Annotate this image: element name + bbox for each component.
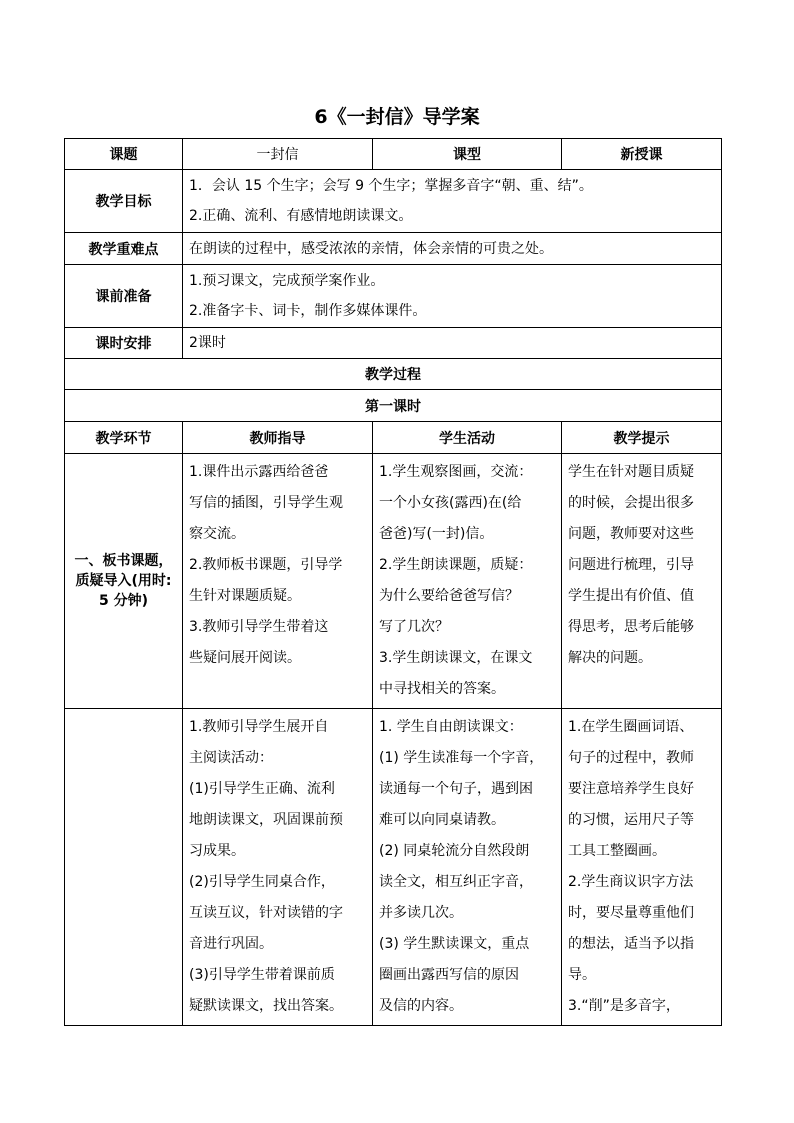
teacher-line: 3.教师引导学生带着这 — [189, 619, 329, 635]
process-title: 教学过程 — [65, 359, 722, 390]
student-line: 2.学生朗读课题，质疑： — [379, 557, 533, 573]
student-line: 为什么要给爸爸写信？ — [379, 588, 519, 604]
goals-cell — [183, 170, 722, 233]
teacher-line: 互读互议，针对读错的字 — [189, 905, 343, 921]
teacher-line: (2)引导学生同桌合作， — [189, 874, 335, 890]
student-line: 并多读几次。 — [379, 905, 463, 921]
teacher-line: (3)引导学生带着课前质 — [189, 967, 335, 983]
prep-item: 1.预习课文，完成预学案作业。 — [189, 273, 385, 289]
teacher-line: 2.教师板书课题，引导学 — [189, 557, 343, 573]
student-line: 读通每一个句子，遇到困 — [379, 781, 533, 797]
time-row — [65, 328, 722, 359]
prep-cell — [183, 265, 722, 328]
tip-line: 解决的问题。 — [568, 650, 652, 666]
prep-item: 2.准备字卡、词卡，制作多媒体课件。 — [189, 303, 427, 319]
teacher-line: 音进行巩固。 — [189, 936, 273, 952]
student-cell — [373, 709, 562, 1026]
student-line: (2) 同桌轮流分自然段朗 — [379, 843, 530, 859]
tip-line: 学生提出有价值、值 — [568, 588, 694, 604]
student-cell — [373, 454, 562, 709]
topic-label: 课题 — [65, 139, 183, 170]
student-line: 中寻找相关的答案。 — [379, 681, 505, 697]
tip-line: 2.学生商议识字方法 — [568, 874, 694, 890]
tip-line: 得思考，思考后能够 — [568, 619, 694, 635]
teacher-line: 主阅读活动： — [189, 750, 273, 766]
tip-line: 问题，教师要对这些 — [568, 526, 694, 542]
tip-line: 工具工整圈画。 — [568, 843, 666, 859]
tip-cell — [562, 454, 722, 709]
teacher-cell — [183, 454, 373, 709]
tip-line: 3.“削”是多音字， — [568, 998, 680, 1014]
tip-line: 的时候，会提出很多 — [568, 495, 694, 511]
tip-line: 学生在针对题目质疑 — [568, 464, 694, 480]
teacher-cell — [183, 709, 373, 1026]
goals-label: 教学目标 — [65, 170, 183, 233]
tip-line: 时，要尽量尊重他们 — [568, 905, 694, 921]
process-header-row — [65, 422, 722, 454]
student-line: 写了几次？ — [379, 619, 449, 635]
student-line: 爸爸)写(一封)信。 — [379, 526, 494, 542]
student-line: 3.学生朗读课文，在课文 — [379, 650, 533, 666]
goal-item: 1．会认 15 个生字；会写 9 个生字；掌握多音字“朝、重、结”。 — [189, 178, 593, 194]
tip-line: 导。 — [568, 967, 596, 983]
teacher-line: 习成果。 — [189, 843, 245, 859]
lesson-title-row — [65, 390, 722, 422]
process-row-2 — [65, 709, 722, 1026]
student-line: (1) 学生读准每一个字音， — [379, 750, 544, 766]
page-title: 6《一封信》导学案 — [314, 106, 480, 128]
key-label: 教学重难点 — [65, 233, 183, 265]
tip-cell — [562, 709, 722, 1026]
student-line: 1.学生观察图画，交流： — [379, 464, 533, 480]
stage-line: 一、板书课题， — [74, 553, 173, 569]
time-value: 2课时 — [183, 328, 722, 359]
teacher-line: 1.课件出示露西给爸爸 — [189, 464, 329, 480]
teacher-line: 1.教师引导学生展开自 — [189, 719, 329, 735]
process-title-row — [65, 359, 722, 390]
student-line: 难可以向同桌请教。 — [379, 812, 505, 828]
time-label: 课时安排 — [65, 328, 183, 359]
teacher-line: 写信的插图，引导学生观 — [189, 495, 343, 511]
tip-line: 的习惯，运用尺子等 — [568, 812, 694, 828]
teacher-line: 察交流。 — [189, 526, 245, 542]
goals-row — [65, 170, 722, 233]
lesson-plan-table — [64, 138, 722, 1026]
teacher-line: 生针对课题质疑。 — [189, 588, 301, 604]
stage-cell — [65, 709, 183, 1026]
student-line: 读全文，相互纠正字音， — [379, 874, 533, 890]
tip-line: 要注意培养学生良好 — [568, 781, 694, 797]
tip-line: 句子的过程中，教师 — [568, 750, 694, 766]
teacher-line: (1)引导学生正确、流利 — [189, 781, 335, 797]
prep-label: 课前准备 — [65, 265, 183, 328]
type-value: 新授课 — [562, 139, 722, 170]
student-line: 及信的内容。 — [379, 998, 463, 1014]
column-header-student: 学生活动 — [373, 422, 562, 454]
key-value: 在朗读的过程中，感受浓浓的亲情，体会亲情的可贵之处。 — [183, 233, 722, 265]
stage-cell — [65, 454, 183, 709]
student-line: 圈画出露西写信的原因 — [379, 967, 519, 983]
type-label: 课型 — [373, 139, 562, 170]
column-header-tip: 教学提示 — [562, 422, 722, 454]
topic-value: 一封信 — [183, 139, 373, 170]
topic-row — [65, 139, 722, 170]
tip-line: 的想法，适当予以指 — [568, 936, 694, 952]
goal-item: 2.正确、流利、有感情地朗读课文。 — [189, 208, 413, 224]
tip-line: 问题进行梳理，引导 — [568, 557, 694, 573]
student-line: 一个小女孩(露西)在(给 — [379, 495, 522, 511]
column-header-stage: 教学环节 — [65, 422, 183, 454]
process-row-1 — [65, 454, 722, 709]
lesson-title: 第一课时 — [65, 390, 722, 422]
student-line: 1. 学生自由朗读课文： — [379, 719, 523, 735]
prep-row — [65, 265, 722, 328]
stage-line: 质疑导入(用时: — [75, 573, 172, 589]
teacher-line: 些疑问展开阅读。 — [189, 650, 301, 666]
teacher-line: 地朗读课文，巩固课前预 — [189, 812, 343, 828]
column-header-teacher: 教师指导 — [183, 422, 373, 454]
teacher-line: 疑默读课文，找出答案。 — [189, 998, 343, 1014]
student-line: (3) 学生默读课文，重点 — [379, 936, 530, 952]
key-row — [65, 233, 722, 265]
stage-line: 5 分钟) — [98, 593, 148, 609]
tip-line: 1.在学生圈画词语、 — [568, 719, 694, 735]
